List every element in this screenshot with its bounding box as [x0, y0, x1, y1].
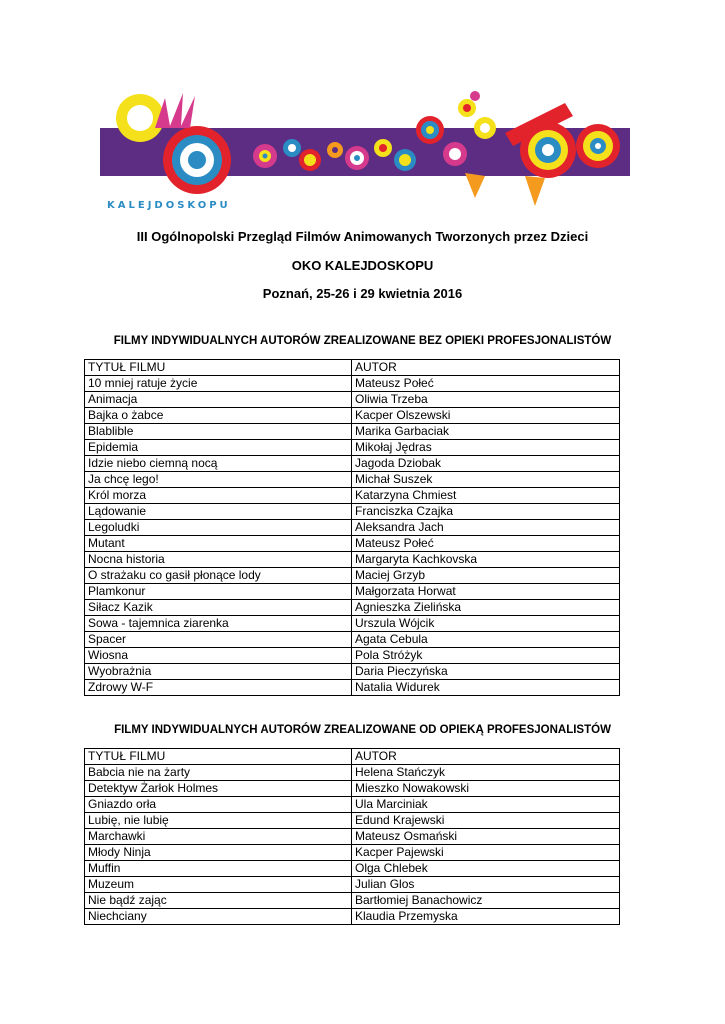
- film-title-cell: Niechciany: [85, 909, 352, 925]
- author-cell: Jagoda Dziobak: [352, 456, 620, 472]
- film-title-cell: Nocna historia: [85, 552, 352, 568]
- table-row: [85, 488, 620, 504]
- author-cell: Daria Pieczyńska: [352, 664, 620, 680]
- table-row: [85, 376, 620, 392]
- event-name: OKO KALEJDOSKOPU: [291, 258, 434, 273]
- film-title-cell: Spacer: [85, 632, 352, 648]
- section2-table: [84, 748, 620, 925]
- author-cell: Małgorzata Horwat: [352, 584, 620, 600]
- film-title-cell: Epidemia: [85, 440, 352, 456]
- film-title-cell: Młody Ninja: [85, 845, 352, 861]
- film-title-cell: Babcia nie na żarty: [85, 765, 352, 781]
- section2-table-body: [85, 749, 620, 925]
- table-row: [85, 664, 620, 680]
- table-row: [85, 456, 620, 472]
- table-row: [85, 600, 620, 616]
- table-row: [85, 536, 620, 552]
- author-cell: Natalia Widurek: [352, 680, 620, 696]
- author-cell: Oliwia Trzeba: [352, 392, 620, 408]
- column-header-title: TYTUŁ FILMU: [85, 749, 352, 765]
- table-row: [85, 392, 620, 408]
- film-title-cell: Mutant: [85, 536, 352, 552]
- film-title-cell: Muffin: [85, 861, 352, 877]
- author-cell: Helena Stańczyk: [352, 765, 620, 781]
- table-row: [85, 632, 620, 648]
- section1-table-body: [85, 360, 620, 696]
- table-row: [85, 616, 620, 632]
- table-row: [85, 424, 620, 440]
- event-title: III Ogólnopolski Przegląd Filmów Animowanych Tworzonych przez Dzieci: [136, 229, 589, 244]
- event-date-location: Poznań, 25-26 i 29 kwietnia 2016: [262, 286, 463, 301]
- author-cell: Katarzyna Chmiest: [352, 488, 620, 504]
- table-row: [85, 552, 620, 568]
- author-cell: Kacper Pajewski: [352, 845, 620, 861]
- film-title-cell: Lądowanie: [85, 504, 352, 520]
- film-title-cell: Marchawki: [85, 829, 352, 845]
- film-title-cell: Detektyw Żarłok Holmes: [85, 781, 352, 797]
- author-cell: Edund Krajewski: [352, 813, 620, 829]
- column-header-title: TYTUŁ FILMU: [85, 360, 352, 376]
- author-cell: Mieszko Nowakowski: [352, 781, 620, 797]
- author-cell: Agnieszka Zielińska: [352, 600, 620, 616]
- film-title-cell: Blablible: [85, 424, 352, 440]
- column-header-author: AUTOR: [352, 360, 620, 376]
- table-row: [85, 680, 620, 696]
- author-cell: Mateusz Połeć: [352, 376, 620, 392]
- table-row: [85, 781, 620, 797]
- film-title-cell: Animacja: [85, 392, 352, 408]
- logo-wordmark: KALEJDOSKOPU: [107, 200, 231, 211]
- table-header-row: [85, 749, 620, 765]
- table-row: [85, 845, 620, 861]
- author-cell: Pola Stróżyk: [352, 648, 620, 664]
- section2-heading: FILMY INDYWIDUALNYCH AUTORÓW ZREALIZOWANE OD OPIEKĄ PROFESJONALISTÓW: [114, 724, 611, 736]
- table-row: [85, 520, 620, 536]
- film-title-cell: Wiosna: [85, 648, 352, 664]
- table-row: [85, 877, 620, 893]
- film-title-cell: O strażaku co gasił płonące lody: [85, 568, 352, 584]
- author-cell: Franciszka Czajka: [352, 504, 620, 520]
- table-row: [85, 829, 620, 845]
- author-cell: Mateusz Połeć: [352, 536, 620, 552]
- author-cell: Kacper Olszewski: [352, 408, 620, 424]
- film-title-cell: Idzie niebo ciemną nocą: [85, 456, 352, 472]
- logo-spikes-right: [465, 173, 545, 206]
- author-cell: Marika Garbaciak: [352, 424, 620, 440]
- section1-table: [84, 359, 620, 696]
- film-title-cell: Lubię, nie lubię: [85, 813, 352, 829]
- section1-heading: FILMY INDYWIDUALNYCH AUTORÓW ZREALIZOWANE BEZ OPIEKI PROFESJONALISTÓW: [113, 335, 612, 347]
- film-title-cell: Nie bądź zając: [85, 893, 352, 909]
- author-cell: Ula Marciniak: [352, 797, 620, 813]
- film-title-cell: Król morza: [85, 488, 352, 504]
- table-row: [85, 797, 620, 813]
- author-cell: Michał Suszek: [352, 472, 620, 488]
- film-title-cell: 10 mniej ratuje życie: [85, 376, 352, 392]
- table-row: [85, 861, 620, 877]
- film-title-cell: Gniazdo orła: [85, 797, 352, 813]
- table-row: [85, 893, 620, 909]
- author-cell: Olga Chlebek: [352, 861, 620, 877]
- table-row: [85, 909, 620, 925]
- table-row: [85, 408, 620, 424]
- film-title-cell: Sowa - tajemnica ziarenka: [85, 616, 352, 632]
- author-cell: Klaudia Przemyska: [352, 909, 620, 925]
- logo-spikes-left: [155, 93, 195, 128]
- film-title-cell: Ja chcę lego!: [85, 472, 352, 488]
- table-row: [85, 765, 620, 781]
- film-title-cell: Zdrowy W-F: [85, 680, 352, 696]
- author-cell: Bartłomiej Banachowicz: [352, 893, 620, 909]
- column-header-author: AUTOR: [352, 749, 620, 765]
- film-title-cell: Plamkonur: [85, 584, 352, 600]
- author-cell: Mikołaj Jędras: [352, 440, 620, 456]
- table-row: [85, 472, 620, 488]
- author-cell: Maciej Grzyb: [352, 568, 620, 584]
- author-cell: Urszula Wójcik: [352, 616, 620, 632]
- table-header-row: [85, 360, 620, 376]
- film-title-cell: Legoludki: [85, 520, 352, 536]
- table-row: [85, 440, 620, 456]
- film-title-cell: Muzeum: [85, 877, 352, 893]
- table-row: [85, 648, 620, 664]
- author-cell: Mateusz Osmański: [352, 829, 620, 845]
- table-row: [85, 568, 620, 584]
- film-title-cell: Wyobrażnia: [85, 664, 352, 680]
- table-row: [85, 813, 620, 829]
- festival-logo: [95, 88, 630, 218]
- author-cell: Aleksandra Jach: [352, 520, 620, 536]
- author-cell: Agata Cebula: [352, 632, 620, 648]
- film-title-cell: Siłacz Kazik: [85, 600, 352, 616]
- author-cell: Margaryta Kachkovska: [352, 552, 620, 568]
- author-cell: Julian Glos: [352, 877, 620, 893]
- table-row: [85, 584, 620, 600]
- table-row: [85, 504, 620, 520]
- film-title-cell: Bajka o żabce: [85, 408, 352, 424]
